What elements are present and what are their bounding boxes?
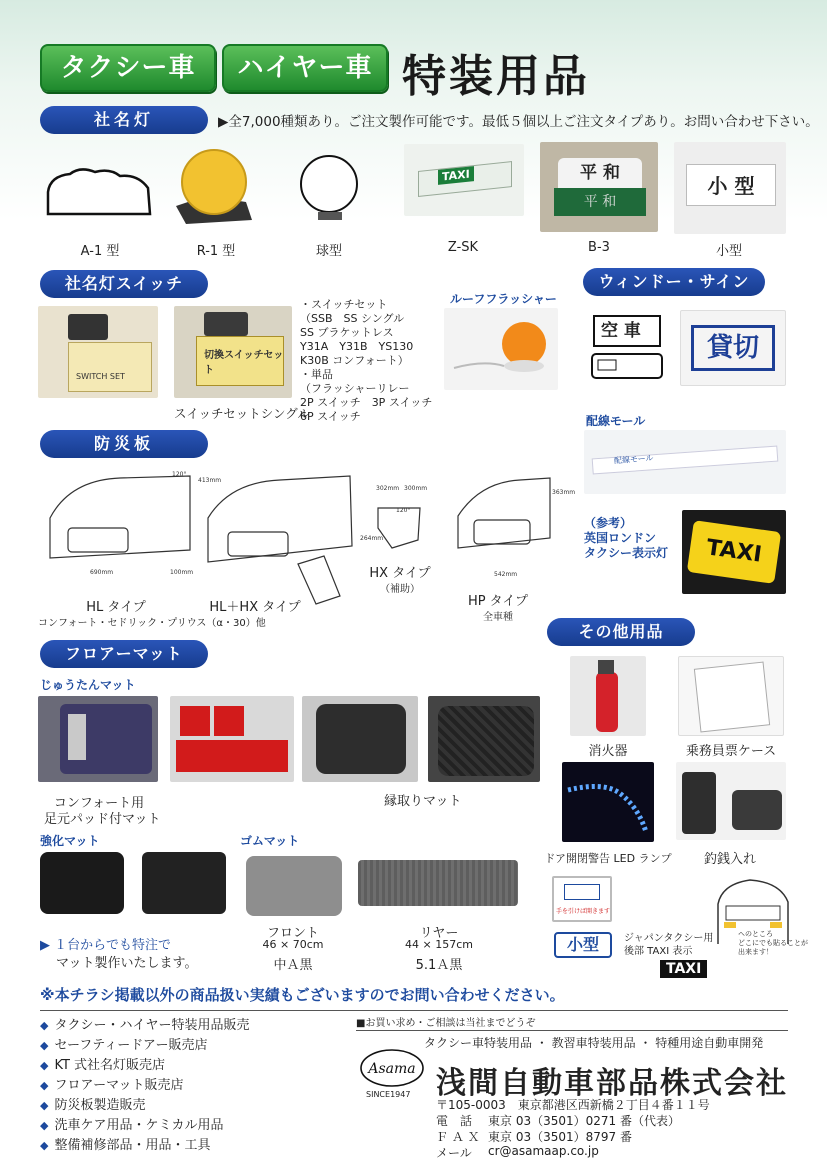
logo-text: Asama (368, 1061, 416, 1077)
section-bousai: 防災板 (40, 430, 208, 458)
small-sign-sticker: 小型 (554, 932, 612, 958)
bousai-drawings (40, 468, 576, 608)
comfort-mat-label-2: 足元パッド付マット (44, 812, 161, 827)
ticket-case-image (678, 656, 784, 736)
section-window: ウィンドー・サイン (583, 268, 765, 296)
comfort-mat-label: コンフォート用 (53, 796, 145, 811)
comfort-mat-image (38, 696, 158, 782)
company-name: 浅間自動車部品株式会社 (436, 1066, 788, 1101)
mail-address[interactable]: cr@asamaap.co.jp (488, 1144, 599, 1158)
lamp-r1-image (166, 144, 266, 229)
switch-box-text: 切換スイッチセット (204, 350, 284, 376)
section-shamei: 社名灯 (40, 106, 208, 134)
service-item: ◆ セーフティードアー販売店 (40, 1036, 249, 1056)
extinguisher-image (570, 656, 646, 736)
sticker-callout: ヘのところ どこにでも貼ることが 出来ます！ (738, 930, 808, 956)
switch-notes: ・スイッチセット （SSB SS シングル SS ブラケットレス Y31A Y31B YS130 K30B コンフォート） ・単品 （フラッシャーリレー 2P スイッチ 3P スイッチ 6P スイッチ (300, 298, 433, 423)
dim-label: 363mm (552, 489, 576, 496)
lamp-ball-drawing (296, 148, 366, 228)
kashikiri-text: 貸切 (691, 325, 775, 371)
rubber-rear-size: 44 × 157cm (405, 938, 473, 951)
notice-text: ※本チラシ掲載以外の商品扱い実績もございますのでお問い合わせください。 (40, 986, 565, 1004)
divider (356, 1030, 788, 1031)
mall-text: 配線モール (613, 453, 654, 466)
switch-caption: スイッチセットシングル (174, 406, 310, 421)
mall-label: 配線モール (586, 414, 646, 428)
taxi-title: タクシー車 (40, 44, 216, 92)
door-warning-sticker (552, 876, 612, 922)
b3-text: 平 和 (558, 158, 642, 188)
address: 〒105-0003 東京都港区西新橋２丁目４番１１号 (436, 1098, 710, 1112)
led-lamp-image (562, 762, 654, 842)
window-sign-text: 空 車 (601, 321, 641, 341)
ticket-case-label: 乗務員票ケース (685, 744, 777, 759)
services-list (40, 1016, 249, 1156)
door-warn-text: 手を引けば開きます (556, 908, 611, 915)
hx-type-label: HX タイプ (369, 566, 431, 581)
roof-flasher-label: ルーフフラッシャー (450, 292, 557, 306)
roof-flasher-image (444, 308, 558, 390)
lamp-label: B-3 (588, 240, 610, 255)
since-text: SINCE1947 (366, 1090, 411, 1099)
service-item: ◆ KT 式社名灯販売店 (40, 1056, 249, 1076)
coin-case-label: 釣銭入れ (703, 852, 756, 867)
hire-title: ハイヤー車 (222, 44, 388, 92)
juutan-label: じゅうたんマット (40, 678, 136, 692)
dim-label: 100mm (170, 569, 194, 576)
japan-taxi-label: ジャパンタクシー用 後部 TAXI 表示 (624, 933, 714, 957)
lamp-label: 小型 (715, 244, 742, 259)
business-text: タクシー車特装用品 ・ 教習車特装用品 ・ 特種用途自動車開発 (424, 1036, 764, 1050)
fax-label: Ｆ Ａ Ｘ (436, 1130, 480, 1144)
rubber-front-label: フロント (266, 926, 319, 941)
led-label: ドア開閉警告 LED ランプ (544, 852, 672, 865)
dim-label: 413mm (198, 477, 222, 484)
hlhx-type-label: HL＋HX タイプ (209, 600, 301, 615)
section-other: その他用品 (547, 618, 695, 646)
service-item: ◆ 洗車ケア用品・ケミカル用品 (40, 1116, 249, 1136)
page-title: 特装用品 (402, 51, 590, 102)
hl-type-sub: コンフォート・セドリック・プリウス（α・30）他 (38, 618, 266, 629)
london-label (584, 516, 668, 561)
dim-label: 120° (172, 471, 187, 478)
trim-mat-label: 縁取りマット (384, 794, 462, 809)
custom-note-2: マット製作いたします。 (56, 956, 198, 971)
gomu-label: ゴムマット (240, 834, 300, 848)
rubber-front-size: 46 × 70cm (262, 938, 324, 951)
dim-label: 264mm (360, 535, 384, 542)
extinguisher-label: 消火器 (588, 744, 628, 759)
small-lamp-text: 小 型 (686, 164, 776, 206)
trim-mat-image (302, 696, 418, 782)
service-item: ◆ フロアーマット販売店 (40, 1076, 249, 1096)
lamp-b3-image (540, 142, 658, 232)
coin-case-image (676, 762, 786, 840)
reinforced-mat-image-2 (142, 852, 226, 914)
switchset-box-text: SWITCH SET (76, 372, 125, 381)
service-item: ◆ タクシー・ハイヤー特装用品販売 (40, 1016, 249, 1036)
switch-single-image (174, 306, 292, 398)
london-line: 英国ロンドン (584, 531, 657, 545)
lamp-a1-drawing (40, 162, 160, 222)
dim-label: 690mm (90, 569, 114, 576)
tel-label: 電 話 (436, 1114, 473, 1128)
dim-label: 542mm (494, 571, 518, 578)
section-switch: 社名灯スイッチ (40, 270, 208, 298)
lamp-label: A-1 型 (80, 244, 120, 259)
zsk-taxi-text: TAXI (438, 166, 474, 185)
divider (40, 1010, 788, 1011)
lamp-small-image (674, 142, 786, 234)
section-floor: フロアーマット (40, 640, 208, 668)
rubber-front-color: 中Ａ黒 (273, 958, 313, 973)
trim-mat-closeup-image (428, 696, 540, 782)
lamp-label: 球型 (315, 244, 342, 259)
lamp-label: R-1 型 (196, 244, 236, 259)
tel-number: 東京 03（3501）0271 番（代表） (488, 1114, 680, 1128)
red-mat-image (170, 696, 294, 782)
hp-type-label: HP タイプ (467, 594, 529, 609)
taxi-mark: TAXI (660, 960, 707, 978)
rubber-rear-color: 5.1Ａ黒 (415, 958, 463, 973)
service-item: ◆ 防災板製造販売 (40, 1096, 249, 1116)
lamp-zsk-image (404, 144, 524, 216)
dim-label: 300mm (404, 485, 428, 492)
reinforced-mat-image (40, 852, 124, 914)
london-taxi-sign: TAXI (687, 520, 781, 584)
london-line: タクシー表示灯 (584, 546, 669, 560)
hl-type-label: HL タイプ (86, 600, 146, 615)
dim-label: 302mm (376, 485, 400, 492)
dim-label: 120° (396, 507, 411, 514)
lamp-label: Z-SK (447, 240, 479, 255)
mall-image (584, 430, 786, 494)
mail-label: メール (436, 1146, 472, 1160)
rubber-front-mat-image (246, 856, 342, 916)
hp-type-sub: 全車種 (483, 612, 513, 623)
london-line: （参考） (584, 516, 633, 530)
b3-text-2: 平 和 (554, 188, 646, 216)
rubber-rear-mat-image (358, 860, 518, 906)
rubber-rear-label: リヤー (419, 926, 459, 941)
hx-type-sub: （補助） (380, 584, 420, 595)
custom-note-1: ▶ １台からでも特注で (40, 938, 172, 953)
switch-set-image (38, 306, 158, 398)
london-taxi-image (682, 510, 786, 594)
inquiry-text: ■お買い求め・ご相談は当社までどうぞ (356, 1018, 536, 1029)
service-item: ◆ 整備補修部品・用品・工具 (40, 1136, 249, 1156)
kashikiri-sign-image (680, 310, 786, 386)
fax-number: 東京 03（3501）8797 番 (488, 1130, 632, 1144)
shamei-note: ▶全7,000種類あり。ご注文製作可能です。最低５個以上ご注文タイプあり。お問い合わせ下さい。 (218, 114, 819, 130)
kyouka-label: 強化マット (40, 834, 100, 848)
